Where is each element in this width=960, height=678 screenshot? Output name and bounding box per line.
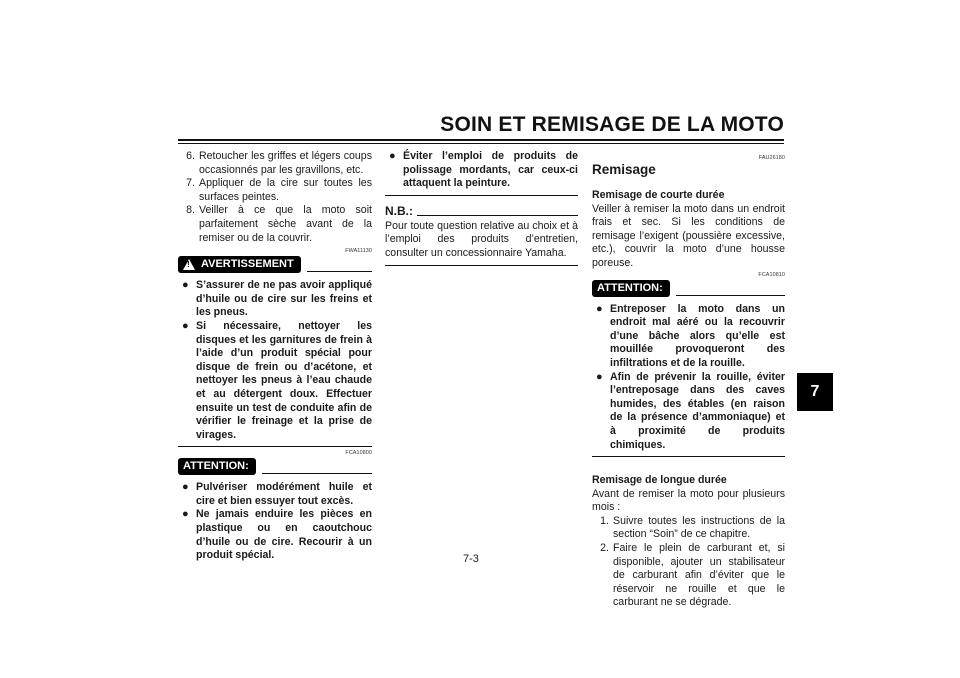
page-title: SOIN ET REMISAGE DE LA MOTO	[440, 113, 784, 136]
chapter-tab[interactable]: 7	[797, 373, 833, 411]
bullet-dot-icon: ●	[596, 370, 603, 383]
warning-label-text: AVERTISSEMENT	[201, 258, 294, 271]
list-item-text: Retoucher les griffes et légers coups occasionnés par les gravillons, etc.	[199, 150, 372, 176]
bullet-text: Afin de prévenir la rouille, éviter l’entreposage dans des caves humides, des étables (en raison de la présence d’ammoniaque) et à proximité de produits chimiques.	[610, 370, 785, 451]
nb-text: Pour toute question relative au choix et à l’emploi des produits d’entretien, consulter un concessionnaire Yamaha.	[385, 219, 578, 259]
bullet-text: Éviter l’emploi de produits de polissage mordants, car ceux-ci attaquent la peinture.	[403, 150, 578, 190]
warning-triangle-icon	[183, 259, 195, 270]
attention-end-rule	[592, 456, 785, 457]
short-storage-text: Veiller à remiser la moto dans un endroit frais et sec. Si les conditions de remisage l’exigent (poussière excessive, etc.), couvrir la moto d’une housse poreuse.	[592, 202, 785, 269]
nb-rule	[417, 215, 578, 216]
bullet-text: Ne jamais enduire les pièces en plastique ou en caoutchouc d’huile ou de cire. Recourir à un produit spécial.	[196, 508, 372, 562]
middle-column	[385, 150, 578, 266]
header-rule-thin	[178, 143, 784, 144]
list-item-text: Appliquer de la cire sur toutes les surfaces peintes.	[199, 177, 372, 203]
attention-bullet	[178, 508, 372, 562]
bullet-text: Pulvériser modérément huile et cire et bien essuyer tout excès.	[196, 481, 372, 507]
list-item	[178, 177, 372, 204]
list-item-number: 6.	[186, 150, 195, 162]
bullet-text: S’assurer de ne pas avoir appliqué d’huile ou de cire sur les freins et les pneus.	[196, 279, 372, 319]
header-rule-thick	[178, 139, 784, 141]
long-storage-intro: Avant de remiser la moto pour plusieurs mois :	[592, 487, 785, 514]
warning-bullet	[178, 279, 372, 320]
list-item-number: 1.	[600, 514, 609, 527]
warning-code: FWA11130	[345, 248, 372, 255]
list-item-number: 8.	[186, 204, 195, 217]
attention-bullet	[592, 303, 785, 371]
bullet-dot-icon: ●	[596, 302, 603, 315]
attention-rule	[676, 295, 785, 296]
warning-bullets	[178, 279, 372, 442]
list-item-text: Faire le plein de carburant et, si disponible, ajouter un stabilisateur de carburant afin d’éviter que le réservoir ne rouille et que le carburant ne se dégrade.	[613, 542, 785, 609]
attention-end-rule	[385, 195, 578, 196]
section-title: Remisage	[592, 162, 656, 177]
bullet-dot-icon: ●	[389, 150, 396, 162]
nb-label: N.B.:	[385, 203, 413, 218]
warning-label	[178, 256, 301, 273]
warning-header	[178, 256, 372, 273]
warning-bullet	[178, 320, 372, 442]
attention-header	[592, 280, 785, 297]
long-storage-title: Remisage de longue durée	[592, 474, 727, 487]
attention-bullet	[178, 481, 372, 508]
right-column	[592, 150, 785, 610]
attention-bullets	[178, 481, 372, 563]
list-item-number: 2.	[600, 542, 609, 555]
warning-end-rule	[178, 446, 372, 447]
attention-label: ATTENTION:	[178, 458, 256, 475]
bullet-dot-icon: ●	[182, 481, 189, 494]
list-item	[178, 150, 372, 177]
bullet-text: Si nécessaire, nettoyer les disques et les garnitures de frein à l’aide d’un produit spécial pour disque de frein ou d’acétone, et nettoyer les pneus à l’eau chaude et au détergent doux. Effectuer ensuite un test de conduite afin de vérifier le freinage et la prise de virages.	[196, 319, 372, 441]
nb-header	[385, 204, 578, 218]
list-item-number: 7.	[186, 177, 195, 190]
attention-bullet	[385, 150, 578, 191]
section-code: FAU26180	[758, 155, 785, 161]
left-column	[178, 150, 372, 563]
list-item-text: Veiller à ce que la moto soit parfaitement sèche avant de la remiser ou de la couvrir.	[199, 204, 372, 244]
attention-label: ATTENTION:	[592, 280, 670, 297]
short-storage-title: Remisage de courte durée	[592, 189, 725, 201]
attention-header	[178, 458, 372, 475]
attention-code: FCA10800	[345, 450, 372, 457]
list-item-text: Suivre toutes les instructions de la section “Soin” de ce chapitre.	[613, 514, 785, 541]
bullet-dot-icon: ●	[182, 508, 189, 521]
attention-bullet	[592, 371, 785, 453]
list-item	[178, 204, 372, 245]
bullet-text: Entreposer la moto dans un endroit mal aéré ou la recouvrir d’une bâche alors qu’elle est mouillée provoqueront des infiltrations et de la rouille.	[610, 302, 785, 369]
warning-rule	[307, 271, 372, 272]
nb-end-rule	[385, 265, 578, 266]
bullet-dot-icon: ●	[182, 279, 189, 292]
list-item	[592, 542, 785, 610]
bullet-dot-icon: ●	[182, 319, 189, 332]
list-item	[592, 515, 785, 542]
attention-bullets	[592, 303, 785, 453]
attention-rule	[262, 473, 372, 474]
page-number: 7-3	[463, 553, 479, 565]
attention-code: FCA10810	[758, 271, 785, 278]
